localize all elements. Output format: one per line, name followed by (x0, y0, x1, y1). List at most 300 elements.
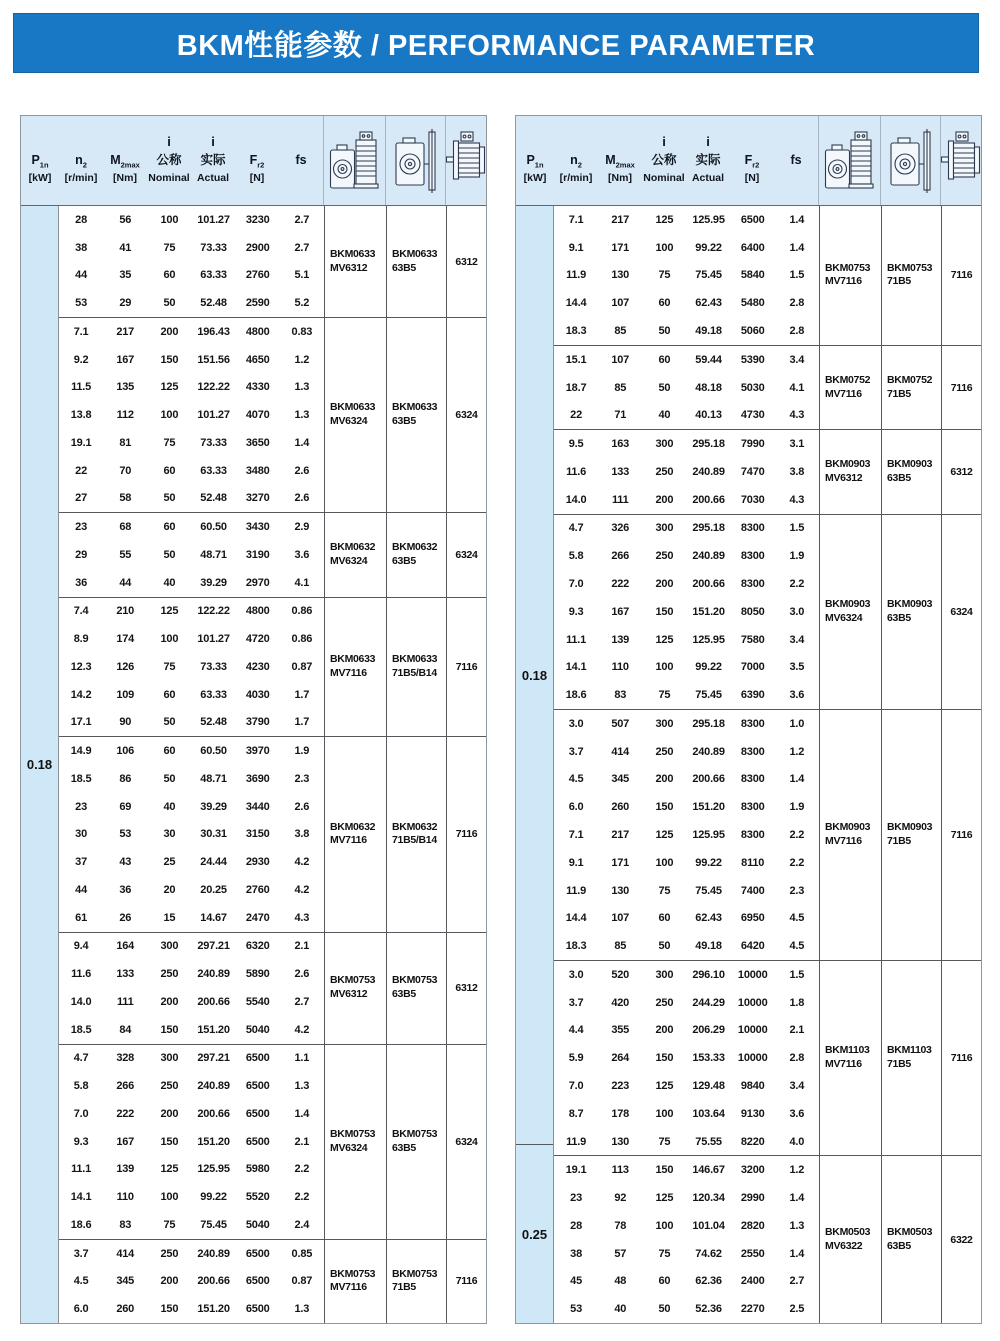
cell-i-actual: 63.33 (200, 688, 227, 701)
cell-n2: 11.6 (71, 968, 92, 981)
motor-icon (940, 116, 981, 205)
model-line: BKM0632 (392, 820, 438, 833)
cell-i-actual: 153.33 (692, 1052, 725, 1065)
cell-m2max: 266 (611, 550, 630, 563)
bearing-cell: 7116 (941, 710, 981, 960)
model-line: BKM0903 (825, 598, 871, 611)
cell-n2: 14.9 (70, 745, 92, 758)
cell-m2max: 84 (119, 1023, 132, 1036)
gearmotor-model-cell (324, 1045, 386, 1239)
cell-n2: 44 (75, 269, 87, 282)
cell-i-actual: 62.43 (695, 912, 722, 925)
model-line: 63B5 (392, 415, 416, 428)
cell-m2max: 178 (611, 1107, 630, 1120)
bearing-cell: 6324 (941, 515, 981, 709)
cell-i-actual: 40.13 (695, 409, 722, 422)
cell-m2max: 520 (611, 968, 630, 981)
cell-fs: 3.8 (789, 465, 805, 478)
cell-i-nominal: 75 (163, 241, 176, 254)
cell-fr2: 2760 (245, 883, 270, 896)
cell-m2max: 345 (116, 1275, 135, 1288)
cell-i-actual: 125.95 (692, 213, 725, 226)
cell-fs: 0.83 (291, 325, 313, 338)
cell-n2: 38 (75, 241, 87, 254)
cell-m2max: 420 (611, 996, 630, 1009)
cell-n2: 4.4 (568, 1024, 584, 1037)
cell-fs: 1.5 (789, 968, 805, 981)
cell-i-nominal: 60 (163, 688, 176, 701)
cell-fs: 4.1 (294, 576, 310, 589)
cell-n2: 44 (75, 883, 87, 896)
table-row (554, 1044, 819, 1072)
gearmotor-model-cell (819, 1156, 881, 1323)
cell-i-actual: 151.20 (197, 1023, 230, 1036)
cell-i-nominal: 200 (160, 1275, 179, 1288)
table-row (554, 458, 819, 486)
table-row (554, 542, 819, 570)
cell-fr2: 8300 (740, 522, 765, 535)
bearing-cell: 6324 (446, 1045, 486, 1239)
cell-m2max: 41 (119, 241, 132, 254)
cell-i-nominal: 20 (163, 883, 176, 896)
cell-n2: 29 (75, 548, 87, 561)
table-row (554, 821, 819, 849)
table-body (516, 206, 981, 1323)
model-line: BKM0633 (392, 247, 438, 260)
model-line: 63B5 (392, 1141, 416, 1154)
cell-i-nominal: 150 (160, 353, 179, 366)
cell-i-nominal: 15 (163, 911, 176, 924)
cell-m2max: 328 (116, 1052, 135, 1065)
cell-n2: 9.5 (568, 438, 584, 451)
cell-fs: 2.1 (294, 1135, 310, 1148)
cell-fr2: 5480 (740, 297, 765, 310)
table-header (21, 116, 486, 206)
cell-i-actual: 200.66 (692, 773, 725, 786)
cell-i-nominal: 250 (160, 968, 179, 981)
table-row (59, 681, 324, 709)
model-line: BKM0903 (887, 458, 933, 471)
cell-i-nominal: 125 (160, 1163, 179, 1176)
ratio-group (59, 1240, 486, 1323)
cell-m2max: 260 (116, 1303, 135, 1316)
cell-fs: 1.4 (294, 436, 310, 449)
cell-fr2: 2900 (245, 241, 270, 254)
cell-i-nominal: 125 (655, 1192, 674, 1205)
cell-m2max: 78 (614, 1219, 627, 1232)
cell-fs: 2.9 (294, 521, 310, 534)
table-row (554, 486, 819, 514)
table-row (554, 961, 819, 989)
cell-i-actual: 99.22 (695, 241, 722, 254)
table-row (554, 1156, 819, 1184)
cell-fr2: 7580 (740, 633, 765, 646)
ratio-group (59, 933, 486, 1045)
cell-fr2: 4800 (245, 605, 270, 618)
reducer-model-cell (386, 206, 446, 317)
model-line: BKM0632 (330, 820, 376, 833)
cell-fs: 4.5 (789, 912, 805, 925)
cell-m2max: 58 (119, 492, 132, 505)
cell-fr2: 5540 (245, 995, 270, 1008)
cell-i-actual: 49.18 (695, 940, 722, 953)
cell-n2: 9.3 (568, 605, 584, 618)
cell-m2max: 130 (611, 884, 630, 897)
model-line: MV7116 (825, 1058, 862, 1071)
cell-i-nominal: 30 (163, 828, 176, 841)
model-line: BKM0753 (330, 1127, 376, 1140)
model-line: MV7116 (330, 834, 367, 847)
cell-m2max: 111 (116, 995, 134, 1008)
cell-n2: 8.9 (73, 633, 89, 646)
cell-fs: 1.3 (294, 1303, 310, 1316)
header-fs: fs (295, 153, 307, 167)
table-row (554, 626, 819, 654)
gearbox-flange-icon (880, 116, 940, 205)
cell-i-nominal: 125 (160, 381, 179, 394)
cell-m2max: 222 (611, 577, 630, 590)
cell-fs: 3.0 (789, 605, 805, 618)
cell-i-actual: 125.95 (692, 633, 725, 646)
cell-n2: 15.1 (565, 353, 587, 366)
data-grid (554, 206, 819, 345)
cell-fr2: 9130 (740, 1107, 765, 1120)
model-line: BKM0632 (330, 541, 376, 554)
cell-n2: 14.1 (565, 661, 587, 674)
cell-i-nominal: 200 (160, 995, 179, 1008)
reducer-model-cell (386, 1240, 446, 1323)
model-line: BKM0903 (825, 458, 871, 471)
table-row (554, 766, 819, 794)
table-row (59, 289, 324, 317)
cell-fs: 2.6 (294, 492, 310, 505)
header-p1n: $P_{1n}$ [kW] (523, 153, 547, 184)
cell-m2max: 43 (119, 856, 132, 869)
cell-m2max: 109 (116, 688, 135, 701)
model-line: BKM0632 (392, 541, 438, 554)
cell-fs: 1.4 (789, 241, 805, 254)
cell-n2: 4.5 (568, 773, 584, 786)
table-row (59, 262, 324, 290)
data-grid (59, 737, 324, 931)
table-row (554, 793, 819, 821)
cell-i-nominal: 75 (658, 884, 671, 897)
cell-i-actual: 39.29 (200, 576, 227, 589)
cell-fr2: 8220 (740, 1135, 765, 1148)
cell-fs: 2.6 (294, 968, 310, 981)
table-row (554, 374, 819, 402)
cell-n2: 4.7 (73, 1052, 89, 1065)
cell-n2: 7.0 (568, 1079, 584, 1092)
cell-m2max: 113 (611, 1164, 629, 1177)
cell-m2max: 83 (119, 1218, 132, 1231)
cell-i-nominal: 50 (658, 325, 671, 338)
data-grid (59, 1240, 324, 1323)
model-line: MV6324 (330, 1141, 368, 1154)
cell-i-nominal: 50 (163, 297, 176, 310)
bearing-cell: 7116 (446, 737, 486, 931)
ratio-group (59, 513, 486, 597)
header-m2max: $M_{2max}$ [Nm] (110, 153, 140, 184)
cell-i-nominal: 100 (655, 856, 674, 869)
performance-table-left (20, 115, 487, 1324)
cell-n2: 61 (75, 911, 87, 924)
table-row (554, 430, 819, 458)
cell-n2: 28 (75, 213, 87, 226)
reducer-model-cell (386, 598, 446, 737)
table-row (59, 206, 324, 234)
cell-n2: 11.6 (566, 465, 587, 478)
cell-n2: 11.9 (566, 269, 587, 282)
table-row (59, 429, 324, 457)
cell-n2: 7.1 (568, 213, 584, 226)
cell-n2: 53 (570, 1303, 582, 1316)
cell-i-actual: 200.66 (692, 577, 725, 590)
header-m2max: $M_{2max}$ [Nm] (605, 153, 635, 184)
cell-n2: 22 (75, 464, 87, 477)
model-line: 63B5 (887, 1239, 911, 1252)
cell-i-actual: 103.64 (692, 1107, 725, 1120)
group-list (554, 206, 981, 1323)
cell-fs: 2.7 (294, 213, 310, 226)
cell-m2max: 86 (119, 772, 132, 785)
cell-m2max: 167 (611, 605, 630, 618)
model-line: BKM0633 (330, 401, 376, 414)
table-row (554, 1100, 819, 1128)
model-line: BKM0903 (825, 821, 871, 834)
cell-i-nominal: 200 (655, 577, 674, 590)
cell-i-nominal: 125 (160, 605, 179, 618)
cell-i-nominal: 300 (160, 1052, 179, 1065)
cell-fr2: 5980 (245, 1163, 270, 1176)
reducer-model-cell (881, 515, 941, 709)
table-row (59, 765, 324, 793)
table-row (59, 457, 324, 485)
cell-i-nominal: 75 (163, 660, 176, 673)
cell-fr2: 2470 (245, 911, 270, 924)
cell-fr2: 6390 (740, 689, 765, 702)
model-line: 63B5 (392, 554, 416, 567)
cell-n2: 19.1 (565, 1164, 587, 1177)
cell-m2max: 110 (116, 1191, 134, 1204)
cell-i-actual: 60.50 (200, 521, 227, 534)
cell-fr2: 5030 (740, 381, 765, 394)
gearmotor-model-cell (324, 933, 386, 1044)
table-row (59, 1128, 324, 1156)
cell-fs: 1.2 (294, 353, 310, 366)
cell-n2: 7.4 (73, 605, 89, 618)
cell-m2max: 210 (116, 605, 135, 618)
header-fr2: $F_{r2}$ [N] (249, 153, 265, 184)
model-line: 63B5 (392, 261, 416, 274)
data-grid (59, 933, 324, 1044)
cell-n2: 6.0 (568, 801, 584, 814)
cell-i-nominal: 60 (163, 521, 176, 534)
cell-i-actual: 14.67 (200, 911, 227, 924)
cell-fr2: 8300 (740, 828, 765, 841)
cell-fr2: 8110 (741, 856, 765, 869)
model-line: 63B5 (887, 471, 911, 484)
cell-i-actual: 52.48 (200, 297, 227, 310)
cell-i-actual: 52.36 (695, 1303, 722, 1316)
cell-m2max: 57 (614, 1247, 627, 1260)
cell-fr2: 4720 (245, 633, 270, 646)
cell-fr2: 6950 (740, 912, 765, 925)
table-row (59, 848, 324, 876)
cell-i-actual: 52.48 (200, 716, 227, 729)
cell-fs: 2.6 (294, 800, 310, 813)
cell-i-nominal: 250 (655, 996, 674, 1009)
table-row (59, 1240, 324, 1268)
cell-i-actual: 200.66 (197, 1275, 230, 1288)
bearing-cell: 7116 (941, 346, 981, 429)
cell-fs: 4.3 (294, 911, 310, 924)
cell-fr2: 3480 (245, 464, 270, 477)
table-row (554, 515, 819, 543)
cell-i-nominal: 300 (655, 717, 674, 730)
reducer-model-cell (386, 1045, 446, 1239)
cell-n2: 14.4 (565, 297, 587, 310)
cell-fs: 1.3 (789, 1219, 805, 1232)
cell-m2max: 85 (614, 381, 627, 394)
gearmotor-model-cell (819, 961, 881, 1155)
page-title: BKM性能参数 / PERFORMANCE PARAMETER (176, 29, 816, 62)
cell-i-nominal: 60 (658, 297, 671, 310)
gearmotor-model-cell (324, 513, 386, 596)
cell-i-nominal: 125 (655, 1079, 674, 1092)
cell-fr2: 7000 (740, 661, 765, 674)
cell-m2max: 139 (116, 1163, 135, 1176)
table-row (554, 234, 819, 262)
cell-m2max: 345 (611, 773, 630, 786)
table-row (59, 737, 324, 765)
cell-n2: 3.7 (568, 745, 584, 758)
cell-i-actual: 101.04 (692, 1219, 725, 1232)
cell-i-nominal: 60 (658, 912, 671, 925)
cell-n2: 12.3 (70, 660, 92, 673)
cell-fr2: 5890 (245, 968, 270, 981)
cell-i-actual: 48.71 (200, 548, 227, 561)
cell-fr2: 5040 (245, 1023, 270, 1036)
cell-fs: 1.2 (789, 745, 805, 758)
cell-fs: 2.7 (294, 995, 310, 1008)
cell-n2: 23 (75, 800, 87, 813)
reducer-model-cell (881, 710, 941, 960)
gearmotor-model-cell (324, 1240, 386, 1323)
cell-i-nominal: 125 (655, 213, 674, 226)
bearing-cell: 6324 (446, 513, 486, 596)
cell-i-nominal: 50 (163, 548, 176, 561)
cell-fs: 2.8 (789, 325, 805, 338)
cell-fr2: 3650 (245, 436, 270, 449)
cell-n2: 9.2 (73, 353, 89, 366)
cell-i-actual: 75.45 (695, 689, 722, 702)
cell-m2max: 26 (119, 911, 132, 924)
ratio-group (554, 515, 981, 710)
cell-i-nominal: 250 (160, 1247, 179, 1260)
ratio-group (554, 206, 981, 346)
data-grid (59, 1045, 324, 1239)
cell-i-actual: 63.33 (200, 464, 227, 477)
p-column (21, 206, 59, 1323)
model-line: 71B5/B14 (392, 834, 437, 847)
cell-fs: 1.4 (789, 1192, 805, 1205)
cell-m2max: 68 (119, 521, 132, 534)
cell-n2: 8.7 (568, 1107, 584, 1120)
cell-m2max: 217 (611, 213, 630, 226)
cell-m2max: 260 (611, 801, 630, 814)
gearmotor-model-cell (324, 598, 386, 737)
table-header (516, 116, 981, 206)
cell-fs: 4.2 (294, 883, 310, 896)
cell-fr2: 4650 (245, 353, 270, 366)
cell-n2: 18.5 (70, 1023, 92, 1036)
model-line: BKM0753 (330, 974, 376, 987)
bearing-cell: 7116 (941, 206, 981, 345)
cell-i-actual: 73.33 (200, 436, 227, 449)
cell-fr2: 6500 (740, 213, 765, 226)
ratio-group (59, 318, 486, 513)
cell-i-actual: 240.89 (197, 1080, 230, 1093)
cell-i-nominal: 200 (655, 773, 674, 786)
data-grid (554, 346, 819, 429)
cell-fs: 2.2 (294, 1163, 310, 1176)
cell-fs: 2.1 (789, 1024, 805, 1037)
model-line: BKM0903 (887, 598, 933, 611)
cell-fs: 0.86 (291, 633, 313, 646)
gearmotor-model-cell (324, 737, 386, 931)
cell-fs: 4.2 (294, 856, 310, 869)
cell-fr2: 2400 (740, 1275, 765, 1288)
header-i-nominal: i 公称 Nominal (148, 134, 190, 184)
model-line: BKM1103 (887, 1044, 932, 1057)
cell-i-nominal: 250 (655, 745, 674, 758)
cell-i-nominal: 250 (655, 465, 674, 478)
cell-n2: 9.3 (73, 1135, 89, 1148)
cell-i-actual: 296.10 (692, 968, 725, 981)
cell-fr2: 5060 (740, 325, 765, 338)
table-row (59, 401, 324, 429)
cell-fr2: 10000 (737, 1052, 768, 1065)
table-row (59, 234, 324, 262)
cell-i-actual: 74.62 (695, 1247, 722, 1260)
table-row (554, 738, 819, 766)
ratio-group (554, 961, 981, 1156)
header-fr2: $F_{r2}$ [N] (744, 153, 760, 184)
cell-fs: 1.3 (294, 409, 310, 422)
table-row (59, 960, 324, 988)
cell-n2: 7.1 (73, 325, 89, 338)
cell-i-actual: 244.29 (692, 996, 725, 1009)
reducer-model-cell (881, 346, 941, 429)
cell-i-actual: 151.20 (197, 1303, 230, 1316)
cell-n2: 5.9 (568, 1052, 584, 1065)
cell-i-actual: 60.50 (200, 745, 227, 758)
data-grid (554, 1156, 819, 1323)
cell-fr2: 4800 (245, 325, 270, 338)
cell-n2: 18.3 (565, 325, 587, 338)
p1n-value: 0.18 (516, 206, 553, 1145)
cell-fr2: 3150 (245, 828, 270, 841)
gearmotor-front-icon (323, 116, 385, 205)
cell-i-actual: 151.56 (197, 353, 230, 366)
cell-fr2: 2930 (245, 856, 270, 869)
cell-m2max: 35 (119, 269, 132, 282)
cell-fs: 2.6 (294, 464, 310, 477)
cell-fs: 3.8 (294, 828, 310, 841)
table-row (59, 1268, 324, 1296)
cell-n2: 18.6 (565, 689, 587, 702)
